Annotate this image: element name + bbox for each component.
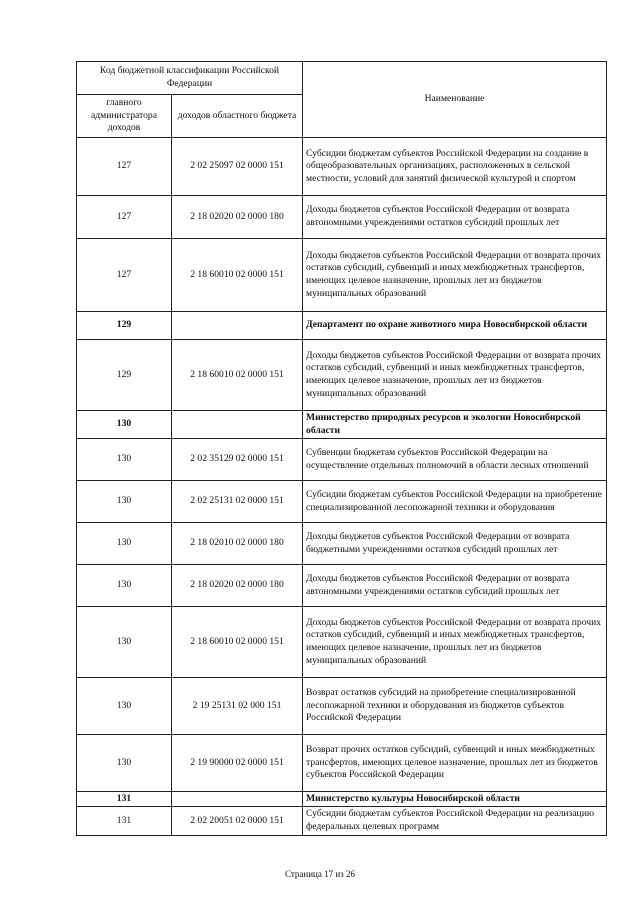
table-row (77, 439, 607, 481)
revenue-name-cell: Министерство природных ресурсов и экологии Новосибирской области (303, 411, 607, 439)
revenue-code-cell: 2 02 20051 02 0000 151 (172, 807, 303, 836)
revenue-name-cell: Департамент по охране животного мира Новосибирской области (303, 312, 607, 340)
revenue-code-cell: 2 18 02020 02 0000 180 (172, 565, 303, 607)
admin-code-cell: 130 (77, 523, 172, 565)
header-main-administrator: главного администратора доходов (77, 95, 172, 138)
revenue-name-cell: Доходы бюджетов субъектов Российской Федерации от возврата автономными учреждениями остатков субсидий прошлых лет (303, 565, 607, 607)
header-budget-code-group: Код бюджетной классификации Российской Федерации (77, 62, 303, 95)
admin-code-cell: 129 (77, 340, 172, 411)
revenue-code-cell: 2 19 90000 02 0000 151 (172, 735, 303, 792)
table-row (77, 523, 607, 565)
admin-code-cell: 130 (77, 411, 172, 439)
header-regional-budget-revenue: доходов областного бюджета (172, 95, 303, 138)
table-row (77, 678, 607, 735)
admin-code-cell: 129 (77, 312, 172, 340)
revenue-name-cell: Доходы бюджетов субъектов Российской Федерации от возврата автономными учреждениями остатков субсидий прошлых лет (303, 196, 607, 239)
revenue-name-cell: Субсидии бюджетам субъектов Российской Федерации на приобретение специализированной лесопожарной техники и оборудования (303, 481, 607, 523)
admin-code-cell: 131 (77, 807, 172, 836)
revenue-code-cell: 2 19 25131 02 000 151 (172, 678, 303, 735)
page-number: Страница 17 из 26 (285, 869, 355, 879)
table-row (77, 239, 607, 312)
revenue-name-cell: Доходы бюджетов субъектов Российской Федерации от возврата прочих остатков субсидий, субвенций и иных межбюджетных трансфертов, имеющих целевое назначение, прошлых лет из бюджетов муниципальных образований (303, 239, 607, 312)
budget-classification-table (76, 61, 607, 836)
revenue-name-cell: Субвенции бюджетам субъектов Российской Федерации на осуществление отдельных полномочий в области лесных отношений (303, 439, 607, 481)
revenue-name-cell: Доходы бюджетов субъектов Российской Федерации от возврата прочих остатков субсидий, субвенций и иных межбюджетных трансфертов, имеющих целевое назначение, прошлых лет из бюджетов муниципальных образований (303, 607, 607, 678)
header-name: Наименование (303, 62, 607, 138)
revenue-name-cell: Субсидии бюджетам субъектов Российской Федерации на создание в общеобразовательных организациях, расположенных в сельской местности, условий для занятий физической культурой и спортом (303, 138, 607, 196)
revenue-code-cell: 2 18 60010 02 0000 151 (172, 607, 303, 678)
admin-code-cell: 130 (77, 607, 172, 678)
revenue-code-cell: 2 18 02020 02 0000 180 (172, 196, 303, 239)
admin-code-cell: 127 (77, 196, 172, 239)
revenue-code-cell (172, 312, 303, 340)
revenue-code-cell: 2 18 60010 02 0000 151 (172, 239, 303, 312)
table-header-row-1 (77, 62, 607, 95)
revenue-name-cell: Министерство культуры Новосибирской области (303, 792, 607, 807)
table-row (77, 138, 607, 196)
table-row (77, 340, 607, 411)
revenue-name-cell: Субсидии бюджетам субъектов Российской Федерации на реализацию федеральных целевых программ (303, 807, 607, 836)
table-row (77, 792, 607, 807)
table-row (77, 481, 607, 523)
table-row (77, 735, 607, 792)
revenue-code-cell (172, 792, 303, 807)
revenue-code-cell: 2 18 02010 02 0000 180 (172, 523, 303, 565)
revenue-code-cell: 2 02 25097 02 0000 151 (172, 138, 303, 196)
revenue-name-cell: Доходы бюджетов субъектов Российской Федерации от возврата прочих остатков субсидий, субвенций и иных межбюджетных трансфертов, имеющих целевое назначение, прошлых лет из бюджетов муниципальных образований (303, 340, 607, 411)
table-row (77, 196, 607, 239)
admin-code-cell: 127 (77, 239, 172, 312)
revenue-code-cell (172, 411, 303, 439)
admin-code-cell: 130 (77, 565, 172, 607)
revenue-code-cell: 2 02 35129 02 0000 151 (172, 439, 303, 481)
admin-code-cell: 130 (77, 678, 172, 735)
revenue-code-cell: 2 18 60010 02 0000 151 (172, 340, 303, 411)
table-row (77, 411, 607, 439)
table-row (77, 807, 607, 836)
admin-code-cell: 127 (77, 138, 172, 196)
admin-code-cell: 130 (77, 481, 172, 523)
revenue-code-cell: 2 02 25131 02 0000 151 (172, 481, 303, 523)
table-row (77, 607, 607, 678)
admin-code-cell: 130 (77, 735, 172, 792)
admin-code-cell: 131 (77, 792, 172, 807)
table-row (77, 565, 607, 607)
table-row (77, 312, 607, 340)
revenue-name-cell: Возврат прочих остатков субсидий, субвенций и иных межбюджетных трансфертов, имеющих целевое назначение, прошлых лет из бюджетов субъектов Российской Федерации (303, 735, 607, 792)
revenue-name-cell: Возврат остатков субсидий на приобретение специализированной лесопожарной техники и оборудования из бюджетов субъектов Российской Федерации (303, 678, 607, 735)
revenue-name-cell: Доходы бюджетов субъектов Российской Федерации от возврата бюджетными учреждениями остатков субсидий прошлых лет (303, 523, 607, 565)
admin-code-cell: 130 (77, 439, 172, 481)
